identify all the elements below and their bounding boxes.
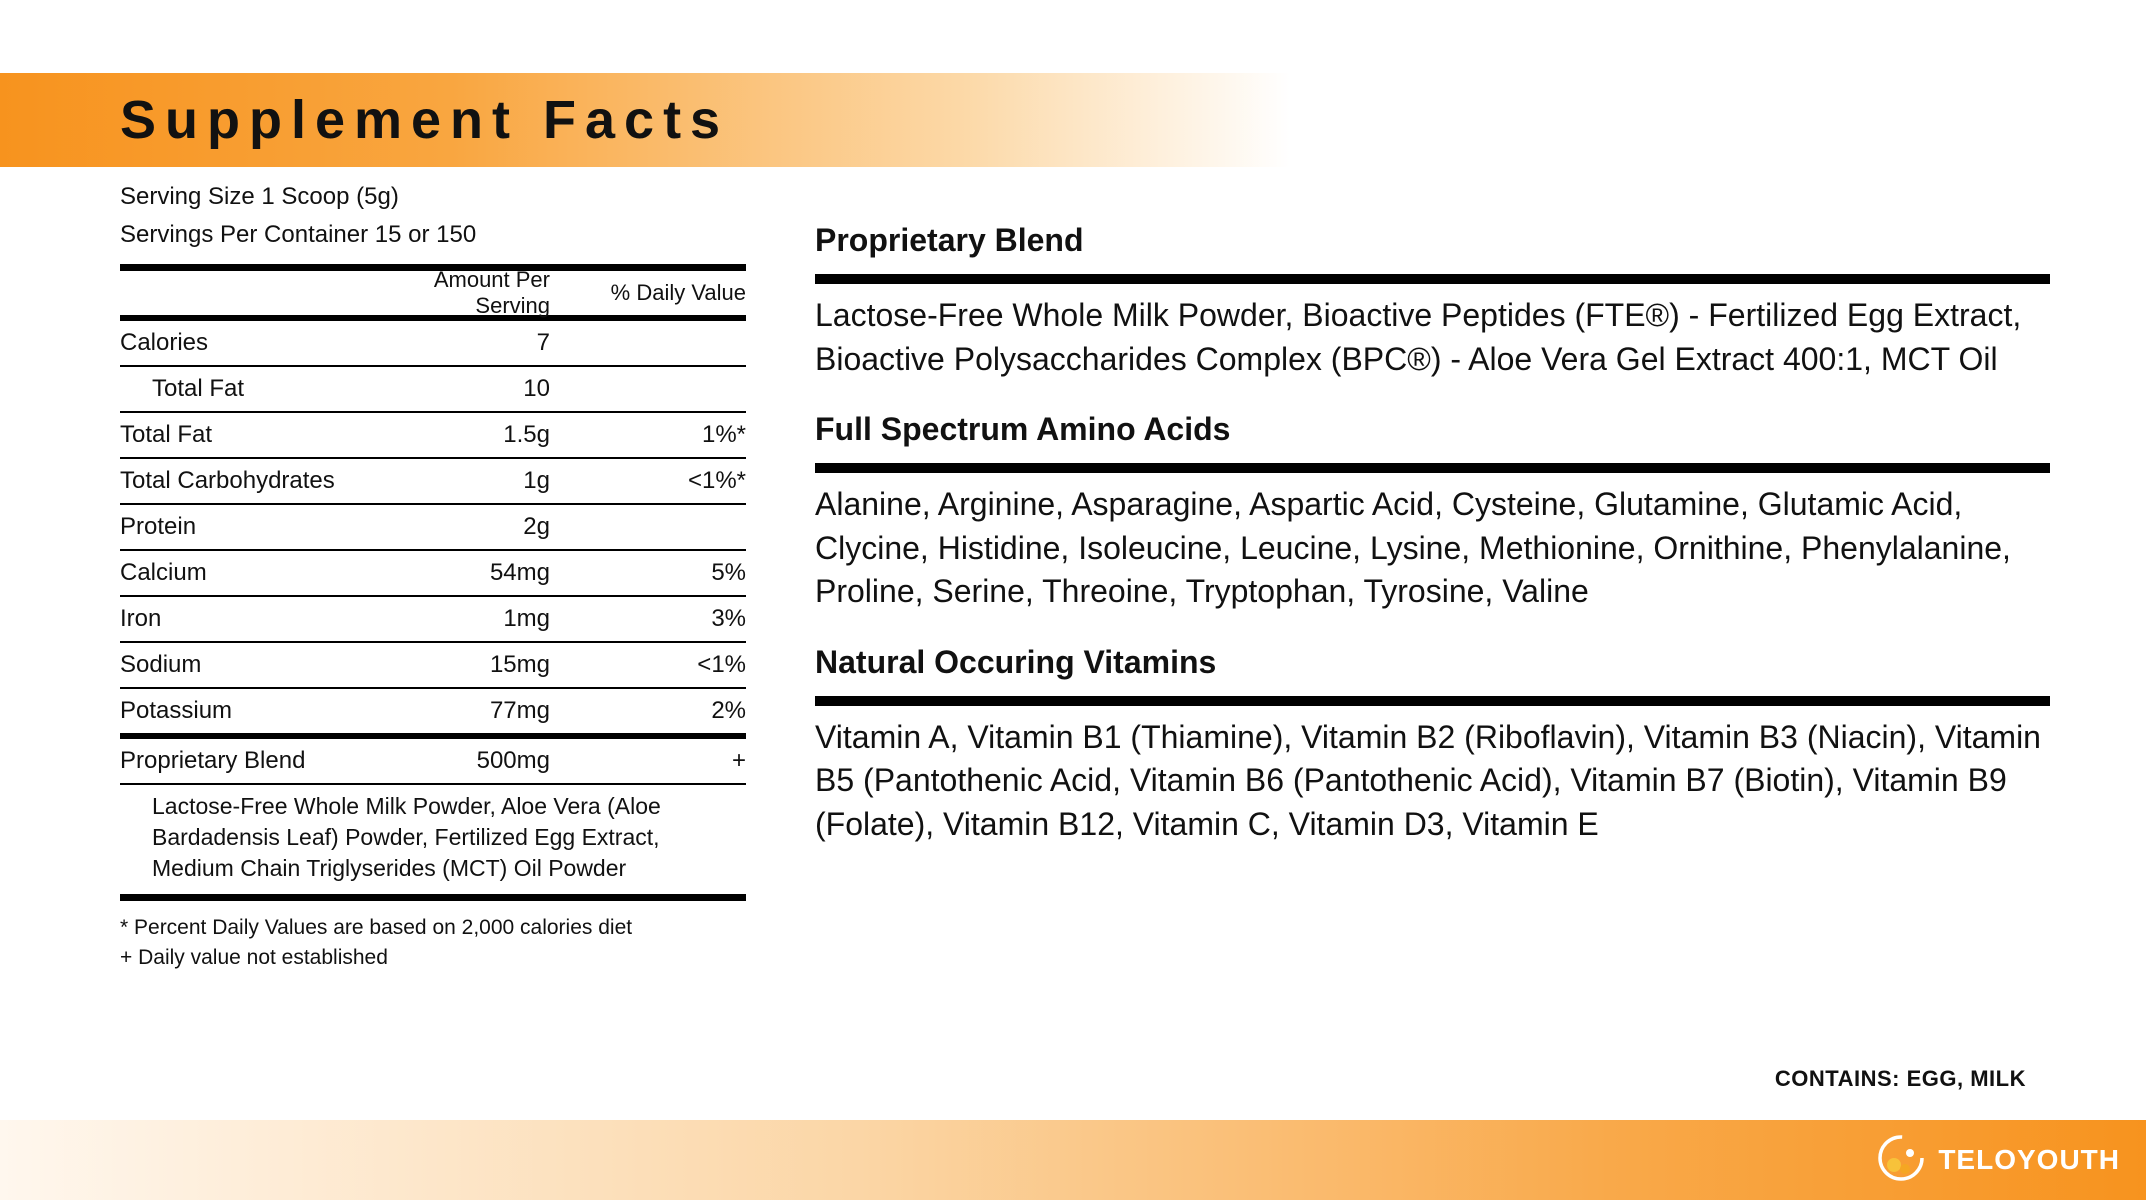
allergen-statement: CONTAINS: EGG, MILK bbox=[1774, 1066, 2026, 1091]
section-divider bbox=[815, 696, 2050, 706]
section-body: Alanine, Arginine, Asparagine, Aspartic Acid, Cysteine, Glutamine, Glutamic Acid, Clycine, Histidine, Isoleucine, Leucine, Lysine, Methionine, Ornithine, Phenylalanine, Proline, Serine, Threoine, Tryptophan, Tyrosine, Valine bbox=[815, 486, 2011, 609]
row-amount: 2g bbox=[523, 513, 550, 540]
section-divider bbox=[815, 274, 2050, 284]
teloyouth-logo-icon bbox=[1872, 1131, 1930, 1189]
row-label: Calcium bbox=[120, 559, 207, 586]
row-amount: 10 bbox=[523, 375, 550, 402]
footer-band bbox=[0, 1120, 2146, 1200]
table-row bbox=[120, 597, 746, 641]
row-daily-value: 1%* bbox=[701, 421, 746, 448]
row-amount: 77mg bbox=[489, 697, 550, 724]
blend-label: Proprietary Blend bbox=[120, 747, 306, 774]
section-divider bbox=[815, 463, 2050, 473]
row-label: Protein bbox=[120, 513, 197, 540]
row-daily-value: <1% bbox=[697, 651, 746, 678]
ingredient-sections bbox=[815, 210, 2050, 864]
section-body: Vitamin A, Vitamin B1 (Thiamine), Vitamin B2 (Riboflavin), Vitamin B3 (Niacin), Vitamin B5 (Pantothenic Acid, Vitamin B6 (Pantothenic Acid), Vitamin B7 (Biotin), Vitamin B9 (Folate), Vitamin B12, Vitamin C, Vitamin D3, Vitamin E bbox=[815, 718, 2041, 842]
table-row bbox=[120, 459, 746, 503]
table-header bbox=[120, 267, 746, 318]
row-label: Total Fat bbox=[120, 421, 213, 448]
blend-description: Lactose-Free Whole Milk Powder, Aloe Vera (Aloe Bardadensis Leaf) Powder, Fertilized Egg Extract, Medium Chain Triglyserides (MCT) Oil Powder bbox=[152, 793, 661, 881]
brand-logo bbox=[1872, 1130, 2120, 1190]
row-label: Potassium bbox=[120, 697, 233, 724]
row-label: Iron bbox=[120, 605, 162, 632]
section-title: Proprietary Blend bbox=[815, 222, 1084, 258]
table-row bbox=[120, 367, 746, 411]
supplement-facts-table bbox=[120, 264, 746, 973]
table-row bbox=[120, 413, 746, 457]
row-amount: 54mg bbox=[489, 559, 550, 586]
servings-per-container: Servings Per Container 15 or 150 bbox=[120, 221, 477, 248]
page-title: Supplement Facts bbox=[120, 90, 730, 150]
section-title: Natural Occuring Vitamins bbox=[815, 643, 1217, 680]
serving-size: Serving Size 1 Scoop (5g) bbox=[120, 183, 399, 210]
header-amount: Amount Per Serving bbox=[433, 267, 550, 318]
brand-name: TELOYOUTH bbox=[1938, 1144, 2120, 1175]
table-row bbox=[120, 551, 746, 595]
blend-row bbox=[120, 739, 746, 783]
table-row bbox=[120, 321, 746, 365]
section-amino-acids bbox=[815, 399, 2050, 632]
row-daily-value: 3% bbox=[711, 605, 746, 632]
row-daily-value: 2% bbox=[711, 697, 746, 724]
row-amount: 1.5g bbox=[503, 421, 550, 448]
row-amount: 15mg bbox=[489, 651, 550, 678]
blend-amount: 500mg bbox=[476, 747, 550, 774]
footnote: + Daily value not established bbox=[120, 946, 388, 969]
section-body: Lactose-Free Whole Milk Powder, Bioactive Peptides (FTE®) - Fertilized Egg Extract, Bioactive Polysaccharides Complex (BPC®) - Aloe Vera Gel Extract 400:1, MCT Oil bbox=[815, 297, 2022, 377]
section-vitamins bbox=[815, 632, 2050, 865]
table-row bbox=[120, 689, 746, 733]
row-label: Calories bbox=[120, 329, 209, 356]
row-label: Total Carbohydrates bbox=[120, 467, 335, 494]
table-row bbox=[120, 505, 746, 549]
section-proprietary-blend bbox=[815, 210, 2050, 399]
divider bbox=[120, 894, 746, 901]
row-amount: 7 bbox=[536, 329, 550, 356]
row-label: Sodium bbox=[120, 651, 202, 678]
section-title: Full Spectrum Amino Acids bbox=[815, 411, 1231, 447]
table-row bbox=[120, 643, 746, 687]
row-amount: 1g bbox=[523, 467, 550, 494]
row-amount: 1mg bbox=[503, 605, 550, 632]
row-daily-value: 5% bbox=[711, 559, 746, 586]
serving-info bbox=[120, 178, 476, 254]
row-daily-value: <1%* bbox=[687, 467, 746, 494]
row-label: Total Fat bbox=[152, 375, 245, 402]
footnote: * Percent Daily Values are based on 2,000 calories diet bbox=[120, 916, 633, 939]
blend-daily-value: + bbox=[731, 747, 746, 774]
header-daily-value: % Daily Value bbox=[610, 280, 746, 305]
footnotes bbox=[120, 913, 746, 973]
